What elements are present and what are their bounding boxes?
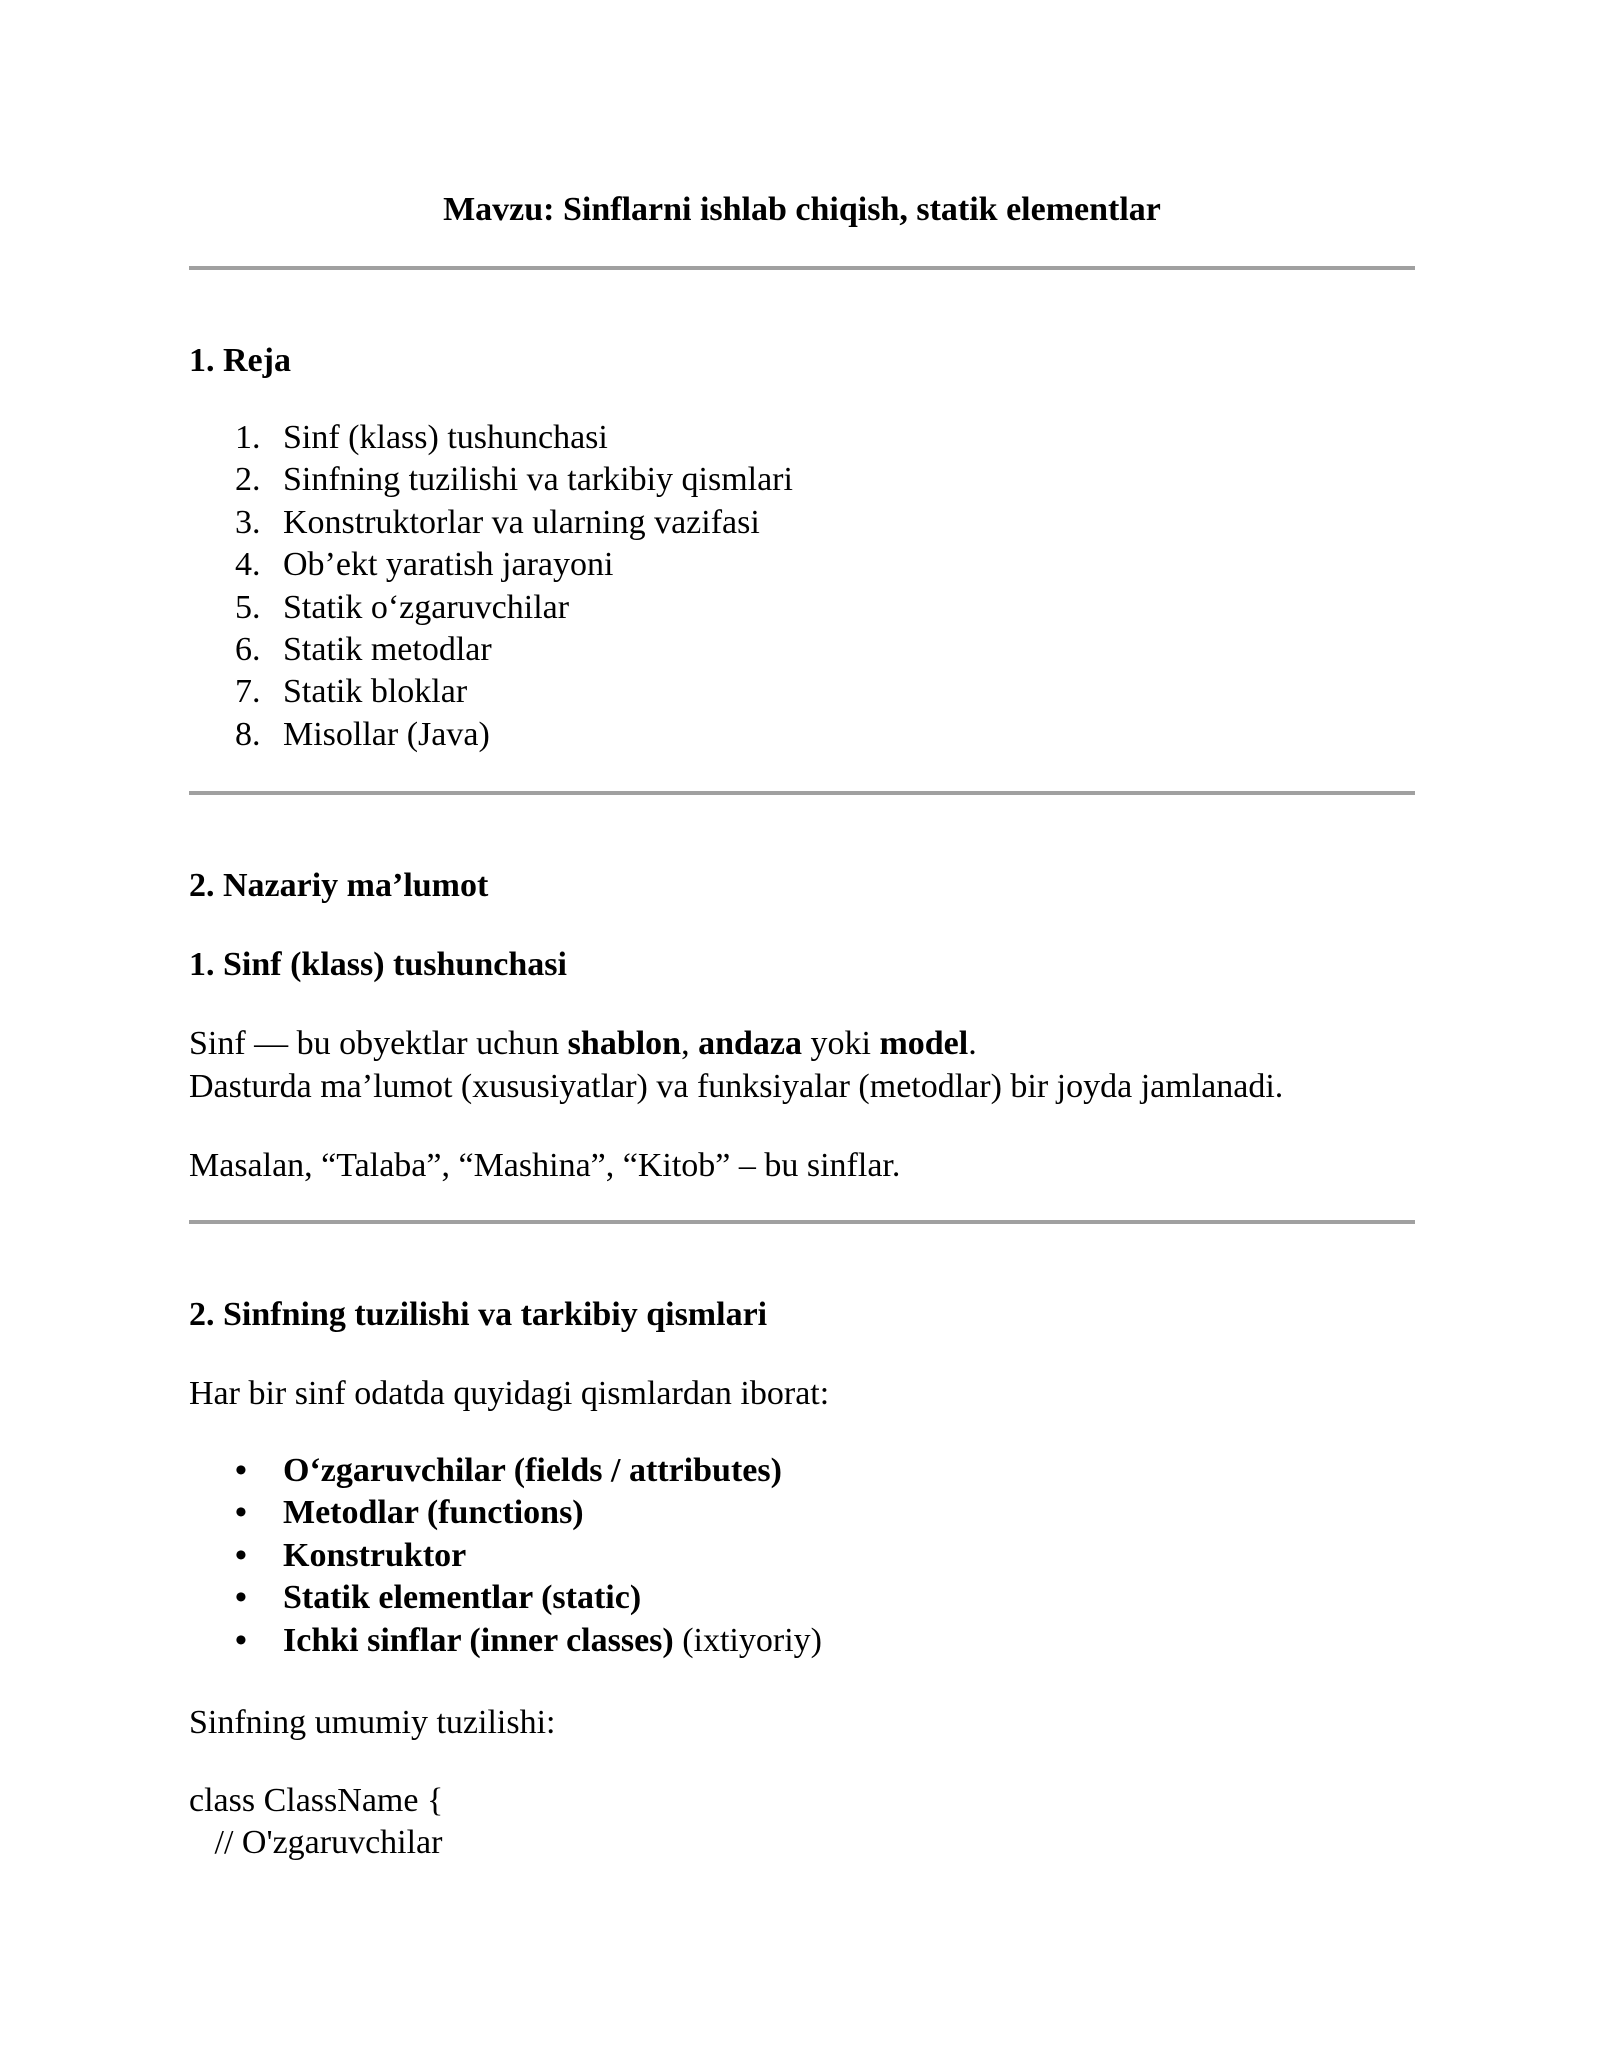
horizontal-divider [189, 266, 1415, 270]
description-paragraph: Dasturda ma’lumot (xususiyatlar) va funksiyalar (metodlar) bir joyda jamlanadi. [189, 1068, 1284, 1105]
list-number: 5. [235, 588, 261, 626]
bullet-icon: • [235, 1536, 247, 1574]
list-number: 4. [235, 546, 261, 584]
intro-paragraph: Har bir sinf odatda quyidagi qismlardan iborat: [189, 1375, 830, 1412]
list-number: 8. [235, 715, 261, 753]
plan-list-item [189, 714, 793, 756]
plan-list-item [189, 417, 793, 459]
list-item-bold-text: Statik elementlar (static) [283, 1579, 642, 1617]
text-run: yoki [802, 1025, 880, 1062]
bullet-icon: • [235, 1621, 247, 1659]
list-item-text: Statik bloklar [283, 673, 468, 711]
list-number: 3. [235, 503, 261, 541]
list-item-bold-text: Ichki sinflar (inner classes) [283, 1621, 674, 1659]
plan-list [189, 417, 793, 756]
bold-term: model [879, 1025, 969, 1062]
text-run: , [681, 1025, 699, 1062]
list-number: 2. [235, 461, 261, 499]
list-item-bold-text: Metodlar (functions) [283, 1494, 584, 1532]
plan-list-item [189, 629, 793, 671]
parts-list [189, 1450, 822, 1662]
parts-list-item [189, 1492, 822, 1534]
list-item-text: Ob’ekt yaratish jarayoni [283, 546, 614, 584]
list-item-bold-text: Konstruktor [283, 1536, 467, 1574]
definition-paragraph [189, 1022, 977, 1065]
plan-list-item [189, 671, 793, 713]
parts-list-item [189, 1535, 822, 1577]
section-heading-reja: 1. Reja [189, 342, 291, 379]
code-line: class ClassName { [189, 1782, 444, 1819]
text-run: Sinf — bu obyektlar uchun [189, 1025, 568, 1062]
plan-list-item [189, 459, 793, 501]
parts-list-item [189, 1450, 822, 1492]
horizontal-divider [189, 791, 1415, 795]
bullet-icon: • [235, 1452, 247, 1489]
list-item-text: (ixtiyoriy) [673, 1621, 822, 1659]
list-item-text: Sinf (klass) tushunchasi [283, 419, 608, 456]
section-heading-nazariy: 2. Nazariy ma’lumot [189, 867, 489, 904]
horizontal-divider [189, 1220, 1415, 1224]
plan-list-item [189, 587, 793, 629]
list-item-text: Statik metodlar [283, 631, 492, 669]
structure-label: Sinfning umumiy tuzilishi: [189, 1704, 556, 1741]
list-number: 1. [235, 419, 261, 456]
list-item-text: Misollar (Java) [283, 715, 490, 753]
bullet-icon: • [235, 1579, 247, 1617]
subsection-heading-sinf: 1. Sinf (klass) tushunchasi [189, 946, 567, 983]
code-line: // O'zgaruvchilar [189, 1824, 443, 1861]
list-item-text: Sinfning tuzilishi va tarkibiy qismlari [283, 461, 793, 499]
plan-list-item [189, 544, 793, 586]
plan-list-item [189, 502, 793, 544]
page-title: Mavzu: Sinflarni ishlab chiqish, statik elementlar [443, 191, 1161, 228]
list-item-text: Statik o‘zgaruvchilar [283, 588, 570, 626]
list-number: 6. [235, 631, 261, 669]
list-item-text: Konstruktorlar va ularning vazifasi [283, 503, 760, 541]
bold-term: shablon [567, 1025, 682, 1062]
subsection-heading-tuzilishi: 2. Sinfning tuzilishi va tarkibiy qismlari [189, 1296, 768, 1333]
bold-term: andaza [698, 1025, 802, 1062]
example-paragraph: Masalan, “Talaba”, “Mashina”, “Kitob” – bu sinflar. [189, 1147, 901, 1184]
list-item-bold-text: O‘zgaruvchilar (fields / attributes) [283, 1452, 782, 1489]
bullet-icon: • [235, 1494, 247, 1532]
parts-list-item [189, 1620, 822, 1662]
text-run: . [968, 1025, 977, 1062]
list-number: 7. [235, 673, 261, 711]
parts-list-item [189, 1577, 822, 1619]
